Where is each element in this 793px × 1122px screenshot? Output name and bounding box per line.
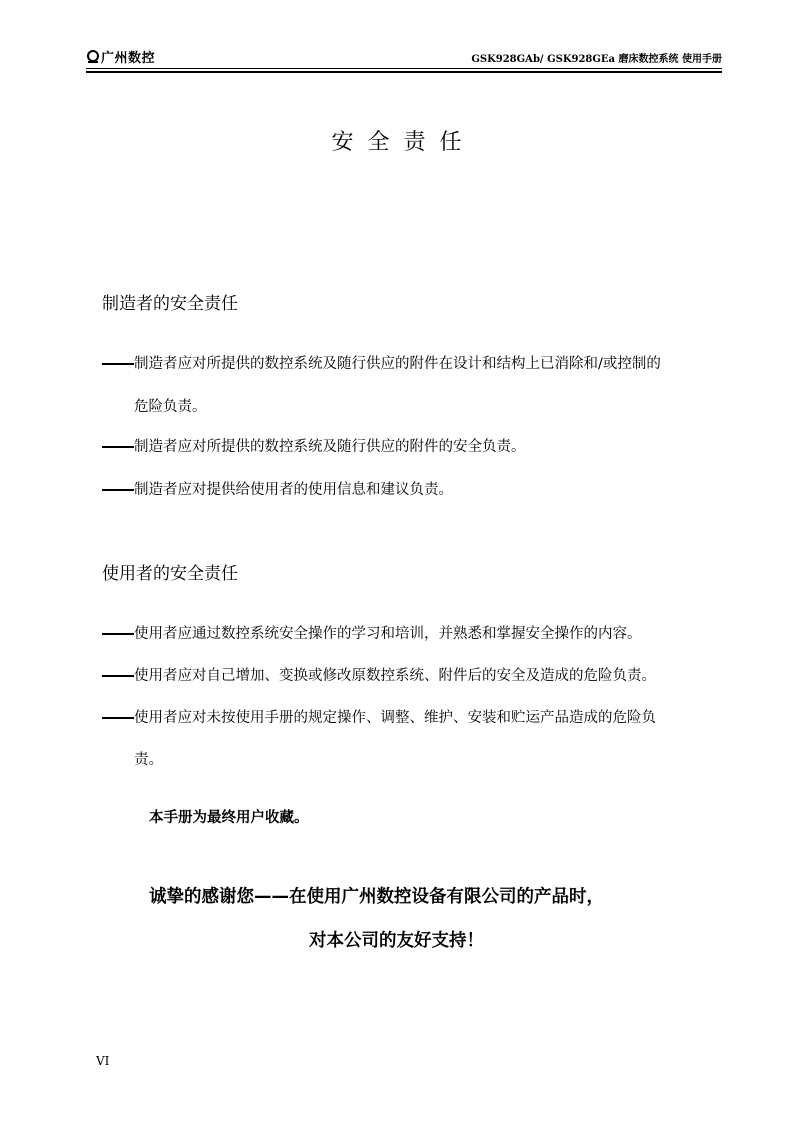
page-title: 安全责任 xyxy=(331,130,476,155)
em-dash xyxy=(102,440,134,454)
item-text: 使用者应对自己增加、变换或修改原数控系统、附件后的安全及造成的危险负责。 xyxy=(134,668,656,684)
page-header xyxy=(86,44,722,70)
em-dash xyxy=(102,483,134,497)
manufacturer-item-1-cont: 危险负责。 xyxy=(134,399,207,415)
em-dash xyxy=(102,357,134,371)
gsk-logo-icon xyxy=(86,50,100,64)
em-dash xyxy=(102,669,134,683)
keep-manual-note: 本手册为最终用户收藏。 xyxy=(149,810,309,826)
company-logo xyxy=(86,47,155,66)
em-dash xyxy=(102,711,134,725)
item-text: 制造者应对所提供的数控系统及随行供应的附件在设计和结构上已消除和/或控制的 xyxy=(134,356,661,372)
manual-title: GSK928GAb/ GSK928GEa 磨床数控系统 使用手册 xyxy=(471,54,722,65)
header-rule-thick xyxy=(86,71,722,73)
item-text: 制造者应对所提供的数控系统及随行供应的附件的安全负责。 xyxy=(134,439,526,455)
thanks-line-1: 诚挚的感谢您——在使用广州数控设备有限公司的产品时， xyxy=(149,887,604,907)
user-item-1 xyxy=(102,622,642,643)
manufacturer-item-1 xyxy=(102,352,661,373)
item-text: 制造者应对提供给使用者的使用信息和建议负责。 xyxy=(134,482,453,498)
user-item-3 xyxy=(102,706,656,727)
item-text: 使用者应对未按使用手册的规定操作、调整、维护、安装和贮运产品造成的危险负 xyxy=(134,710,656,726)
header-rule-thin xyxy=(86,68,722,69)
user-item-2 xyxy=(102,664,656,685)
manufacturer-heading: 制造者的安全责任 xyxy=(102,294,238,314)
em-dash xyxy=(102,627,134,641)
logo-text: 广州数控 xyxy=(101,51,156,66)
thanks-line-2: 对本公司的友好支持！ xyxy=(309,931,484,951)
item-text: 使用者应通过数控系统安全操作的学习和培训，并熟悉和掌握安全操作的内容。 xyxy=(134,626,642,642)
user-heading: 使用者的安全责任 xyxy=(102,564,238,584)
page-number: VI xyxy=(96,1054,110,1068)
manufacturer-item-2 xyxy=(102,435,526,456)
user-item-3-cont: 责。 xyxy=(134,752,163,768)
manufacturer-item-3 xyxy=(102,478,453,499)
